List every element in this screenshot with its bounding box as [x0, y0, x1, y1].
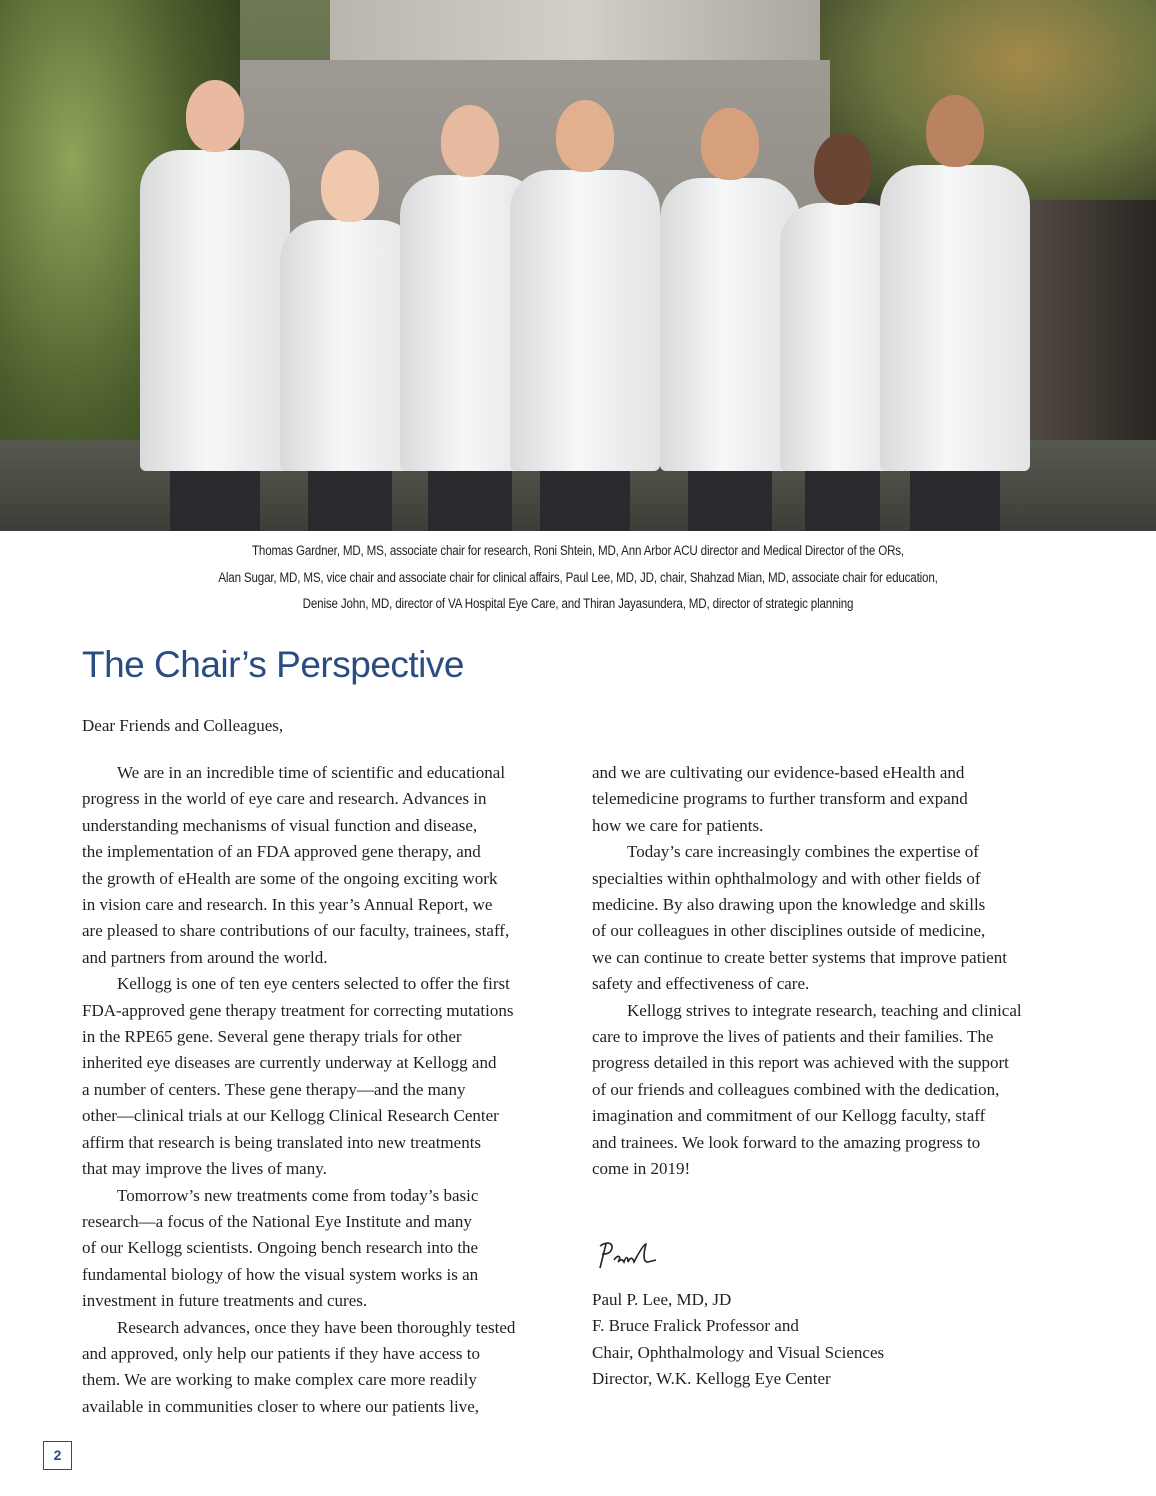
body-line: progress detailed in this report was achieved with the support: [592, 1053, 1009, 1073]
body-line: care to improve the lives of patients and their families. The: [592, 1027, 994, 1047]
body-line: and trainees. We look forward to the amazing progress to: [592, 1132, 981, 1152]
right-column: [592, 760, 1022, 1183]
body-line: Kellogg is one of ten eye centers selected to offer the first: [117, 974, 510, 994]
person-in-photo: [140, 80, 290, 531]
body-line: understanding mechanisms of visual function and disease,: [82, 815, 478, 835]
signer-name: Paul P. Lee, MD, JD: [592, 1290, 732, 1309]
body-line: inherited eye diseases are currently underway at Kellogg and: [82, 1053, 497, 1073]
body-line: affirm that research is being translated into new treatments: [82, 1132, 482, 1152]
body-line: available in communities closer to where our patients live,: [82, 1396, 480, 1416]
body-line: that may improve the lives of many.: [82, 1159, 327, 1179]
body-line: investment in future treatments and cures.: [82, 1291, 368, 1311]
page-title: The Chair’s Perspective: [82, 644, 464, 685]
body-line: we can continue to create better systems that improve patient: [592, 947, 1007, 967]
group-photo: [0, 0, 1156, 531]
body-line: imagination and commitment of our Kellogg faculty, staff: [592, 1106, 986, 1126]
person-in-photo: [510, 100, 660, 531]
left-column: [82, 760, 515, 1420]
body-line: FDA-approved gene therapy treatment for correcting mutations: [82, 1000, 514, 1020]
caption-line: Denise John, MD, director of VA Hospital Eye Care, and Thiran Jayasundera, MD, director of strategic planning: [302, 596, 854, 611]
body-line: Kellogg strives to integrate research, teaching and clinical: [627, 1000, 1022, 1020]
body-line: how we care for patients.: [592, 815, 764, 835]
body-line: Tomorrow’s new treatments come from today’s basic: [117, 1185, 479, 1205]
body-line: medicine. By also drawing upon the knowledge and skills: [592, 895, 986, 915]
signer-title: Chair, Ophthalmology and Visual Sciences: [592, 1342, 885, 1362]
body-line: of our colleagues in other disciplines outside of medicine,: [592, 921, 986, 941]
body-line: come in 2019!: [592, 1159, 691, 1179]
body-line: We are in an incredible time of scientific and educational: [117, 763, 506, 782]
body-line: and partners from around the world.: [82, 947, 328, 967]
photo-caption: [81, 538, 1075, 618]
body-line: of our friends and colleagues combined with the dedication,: [592, 1079, 1000, 1099]
page-number: 2: [43, 1441, 72, 1470]
body-line: Today’s care increasingly combines the expertise of: [627, 842, 979, 862]
body-line: specialties within ophthalmology and with other fields of: [592, 868, 981, 888]
person-in-photo: [280, 150, 420, 531]
body-line: and approved, only help our patients if they have access to: [82, 1343, 480, 1363]
body-line: other—clinical trials at our Kellogg Clinical Research Center: [82, 1106, 499, 1126]
signer-title: F. Bruce Fralick Professor and: [592, 1316, 799, 1336]
signature-block: [592, 1287, 884, 1393]
person-in-photo: [660, 108, 800, 531]
body-line: fundamental biology of how the visual system works is an: [82, 1264, 479, 1284]
body-line: research—a focus of the National Eye Institute and many: [82, 1211, 472, 1231]
caption-line: Thomas Gardner, MD, MS, associate chair for research, Roni Shtein, MD, Ann Arbor ACU director and Medical Director of the ORs,: [252, 543, 904, 558]
body-line: are pleased to share contributions of our faculty, trainees, staff,: [82, 921, 510, 941]
body-line: a number of centers. These gene therapy—and the many: [82, 1079, 466, 1099]
body-line: and we are cultivating our evidence-based eHealth and: [592, 763, 965, 782]
body-line: the implementation of an FDA approved gene therapy, and: [82, 842, 481, 862]
body-line: of our Kellogg scientists. Ongoing bench research into the: [82, 1238, 479, 1258]
salutation: Dear Friends and Colleagues,: [82, 716, 284, 735]
body-line: in the RPE65 gene. Several gene therapy trials for other: [82, 1027, 462, 1047]
body-line: the growth of eHealth are some of the ongoing exciting work: [82, 868, 498, 888]
signature: [594, 1240, 664, 1277]
signer-title: Director, W.K. Kellogg Eye Center: [592, 1369, 831, 1389]
body-line: safety and effectiveness of care.: [592, 974, 810, 994]
body-line: them. We are working to make complex care more readily: [82, 1370, 477, 1390]
body-line: in vision care and research. In this year’s Annual Report, we: [82, 895, 493, 915]
person-in-photo: [880, 95, 1030, 531]
body-line: telemedicine programs to further transform and expand: [592, 789, 968, 809]
caption-line: Alan Sugar, MD, MS, vice chair and associate chair for clinical affairs, Paul Lee, MD, JD, chair, Shahzad Mian, MD, associate chair for education,: [218, 569, 938, 585]
body-line: Research advances, once they have been thoroughly tested: [117, 1317, 516, 1337]
body-line: progress in the world of eye care and research. Advances in: [82, 789, 487, 809]
